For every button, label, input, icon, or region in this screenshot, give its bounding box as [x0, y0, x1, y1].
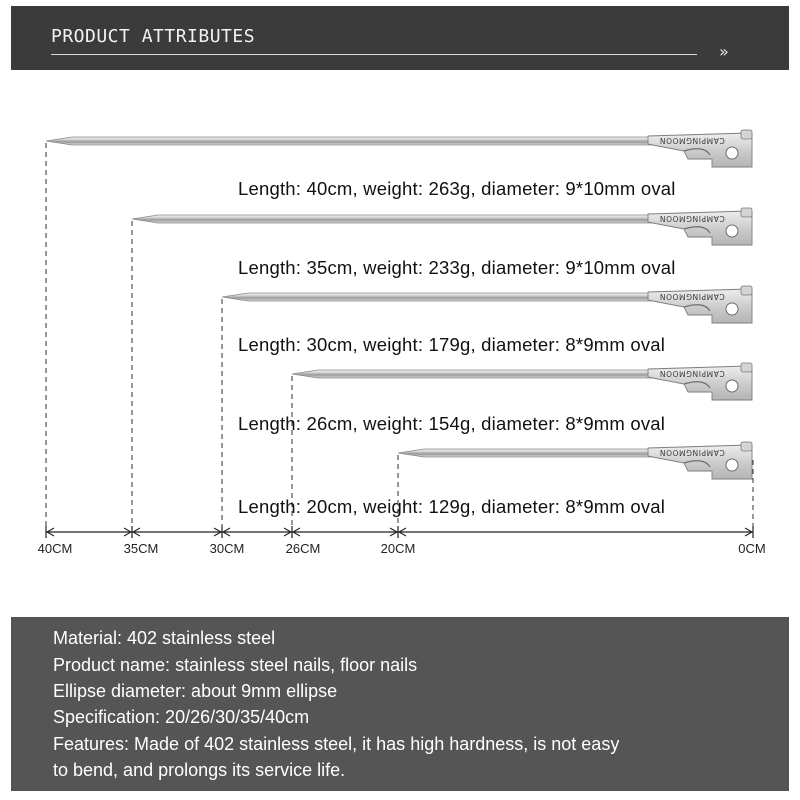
info-features-2: to bend, and prolongs its service life. [53, 760, 346, 780]
stake-cap [741, 363, 752, 372]
stake-shaft [46, 137, 735, 145]
header-title: PRODUCT ATTRIBUTES [51, 26, 256, 47]
scale-label-20: 20CM [380, 541, 416, 556]
scale-label-35: 35CM [123, 541, 159, 556]
scale-label-40: 40CM [37, 541, 73, 556]
stake-hole [726, 225, 738, 237]
info-product-name: Product name: stainless steel nails, floor nails [53, 655, 418, 675]
stake-shaft [132, 215, 735, 223]
info-panel [11, 617, 789, 791]
stake-brand-engraving: CAMPINGMOON [659, 448, 725, 457]
info-specification: Specification: 20/26/30/35/40cm [53, 707, 310, 727]
stake-brand-engraving: CAMPINGMOON [659, 136, 725, 145]
stake-hole [726, 459, 738, 471]
tent-stake-40 [46, 130, 752, 167]
stake-brand-engraving: CAMPINGMOON [659, 369, 725, 378]
stake-hole [726, 380, 738, 392]
stake-cap [741, 286, 752, 295]
stake-cap [741, 130, 752, 139]
stake-hole [726, 147, 738, 159]
stake-spec-35: Length: 35cm, weight: 233g, diameter: 9*10mm oval [238, 257, 676, 278]
info-features-1: Features: Made of 402 stainless steel, it has high hardness, is not easy [53, 734, 620, 754]
scale-label-30: 30CM [209, 541, 245, 556]
tent-stake-20 [398, 442, 752, 479]
stake-spec-26: Length: 26cm, weight: 154g, diameter: 8*9mm oval [238, 413, 666, 434]
tent-stake-35 [132, 208, 752, 245]
scale-label-0: 0CM [738, 541, 766, 556]
info-material: Material: 402 stainless steel [53, 628, 276, 648]
tent-stake-26 [292, 363, 752, 400]
stake-brand-engraving: CAMPINGMOON [659, 292, 725, 301]
stake-spec-40: Length: 40cm, weight: 263g, diameter: 9*10mm oval [238, 178, 676, 199]
stake-brand-engraving: CAMPINGMOON [659, 214, 725, 223]
stake-hole [726, 303, 738, 315]
stake-spec-20: Length: 20cm, weight: 129g, diameter: 8*9mm oval [238, 496, 666, 517]
stake-cap [741, 208, 752, 217]
double-chevron-icon: » [719, 42, 726, 61]
info-ellipse: Ellipse diameter: about 9mm ellipse [53, 681, 338, 701]
stake-cap [741, 442, 752, 451]
stake-spec-30: Length: 30cm, weight: 179g, diameter: 8*9mm oval [238, 334, 666, 355]
scale-label-26: 26CM [285, 541, 321, 556]
tent-stake-30 [222, 286, 752, 323]
